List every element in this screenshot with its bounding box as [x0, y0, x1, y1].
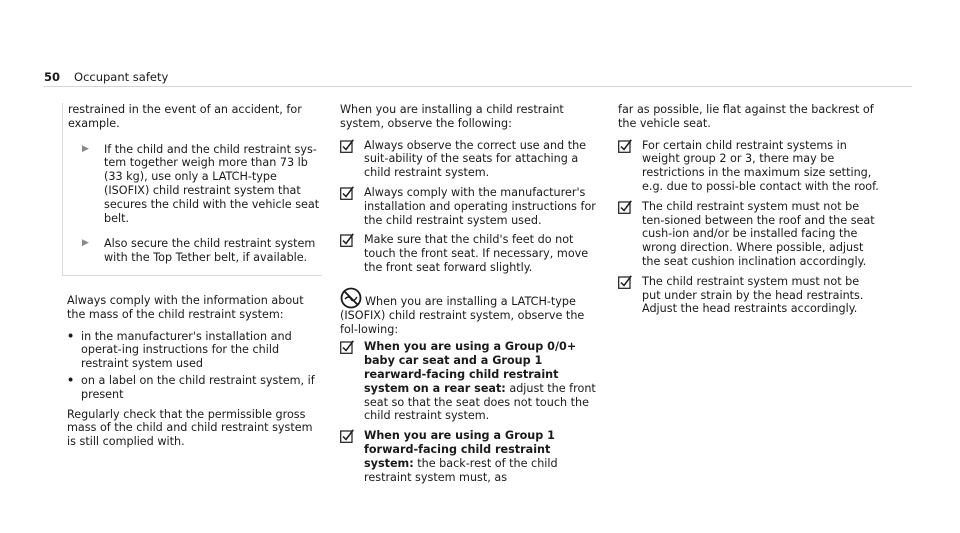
- checkbox-checked-icon: [618, 139, 632, 153]
- list-item: [67, 374, 322, 402]
- checklist-item: [340, 340, 602, 423]
- check-text: [364, 340, 602, 423]
- comply-text: Always comply with the information about the mass of the child restraint system:: [67, 293, 304, 321]
- note-text: When you are installing a LATCH-type (ISOFIX) child restraint system, observe the fol-lowing:: [340, 294, 585, 336]
- triangle-right-icon: ▶: [82, 143, 89, 154]
- checkbox-checked-icon: [340, 233, 354, 247]
- list-item: [67, 330, 322, 371]
- checkbox-checked-icon: [618, 200, 632, 214]
- checklist-item: [618, 139, 880, 194]
- header-divider: [44, 86, 912, 87]
- check-text: Always comply with the manufacturer's installation and operating instructions for the child restraint system used.: [364, 185, 596, 227]
- tri-item-text: Also secure the child restraint system with the Top Tether belt, if available.: [104, 237, 316, 265]
- bullet-text: in the manufacturer's installation and operat-ing instructions for the child restraint system used: [81, 329, 292, 371]
- check-bold: When you are using a Group 0/0+ baby car seat and a Group 1 rearward-facing child restraint system on a rear seat:: [364, 340, 577, 395]
- checklist-item: [618, 200, 880, 269]
- note-block: [340, 287, 602, 337]
- col2-intro: When you are installing a child restraint system, observe the following:: [340, 103, 564, 130]
- instruction-box: [62, 103, 322, 276]
- checkbox-checked-icon: [618, 275, 632, 289]
- column-3: [618, 103, 880, 322]
- page-number: 50: [44, 70, 61, 84]
- closing-text: Regularly check that the permissible gross mass of the child and child restraint system is still complied with.: [67, 407, 313, 449]
- column-1: [67, 103, 322, 457]
- bullet-icon: •: [67, 329, 75, 343]
- triangle-right-icon: ▶: [82, 238, 89, 249]
- tri-list-item: [68, 143, 322, 226]
- check-text: For certain child restraint systems in weight group 2 or 3, there may be restrictions in the maximum size setting, e.g. due to possi-ble contact with the roof.: [642, 138, 879, 193]
- checklist-item: [340, 186, 602, 227]
- check-rest: adjust the front seat so that the seat does not touch the child restraint system.: [364, 381, 596, 423]
- check-text: The child restraint system must not be put under strain by the head restraints. Adjust the head restraints accordingly.: [642, 274, 864, 316]
- col3-intro: far as possible, lie flat against the backrest of the vehicle seat.: [618, 103, 874, 130]
- checkbox-checked-icon: [340, 139, 354, 153]
- bullet-text: on a label on the child restraint system, if present: [81, 373, 315, 401]
- checklist-item: [340, 139, 602, 180]
- page-header: [44, 70, 168, 84]
- checkbox-checked-icon: [340, 186, 354, 200]
- check-text: Always observe the correct use and the suit-ability of the seats for attaching a child restraint system.: [364, 138, 587, 180]
- check-text: The child restraint system must not be ten-sioned between the roof and the seat cush-ion and/or be installed facing the wrong direction. Where possible, adjust the seat cushion inclination accordingly.: [642, 199, 875, 268]
- checkbox-checked-icon: [340, 340, 354, 354]
- checkbox-checked-icon: [340, 429, 354, 443]
- bullet-icon: •: [67, 373, 75, 387]
- checklist-item: [340, 233, 602, 274]
- checklist-item: [340, 429, 602, 484]
- section-title: Occupant safety: [74, 70, 169, 84]
- checklist-item: [618, 275, 880, 316]
- check-bold: When you are using a Group 1 forward-facing child restraint system:: [364, 429, 555, 470]
- check-text: [364, 429, 602, 484]
- tri-item-text: If the child and the child restraint sys-tem together weigh more than 73 lb (33 kg), use only a LATCH-type (ISOFIX) child restraint system that secures the child with the vehicle seat belt.: [104, 142, 320, 225]
- bullet-list: [67, 330, 322, 402]
- check-text: Make sure that the child's feet do not touch the front seat. If necessary, move the front seat forward slightly.: [364, 233, 589, 274]
- col1-intro: restrained in the event of an accident, for example.: [68, 103, 302, 130]
- tri-list-item: [68, 237, 322, 265]
- no-symbol-icon: [340, 287, 362, 309]
- column-2: [340, 103, 602, 490]
- check-rest: the back-rest of the child restraint system must, as: [364, 456, 558, 484]
